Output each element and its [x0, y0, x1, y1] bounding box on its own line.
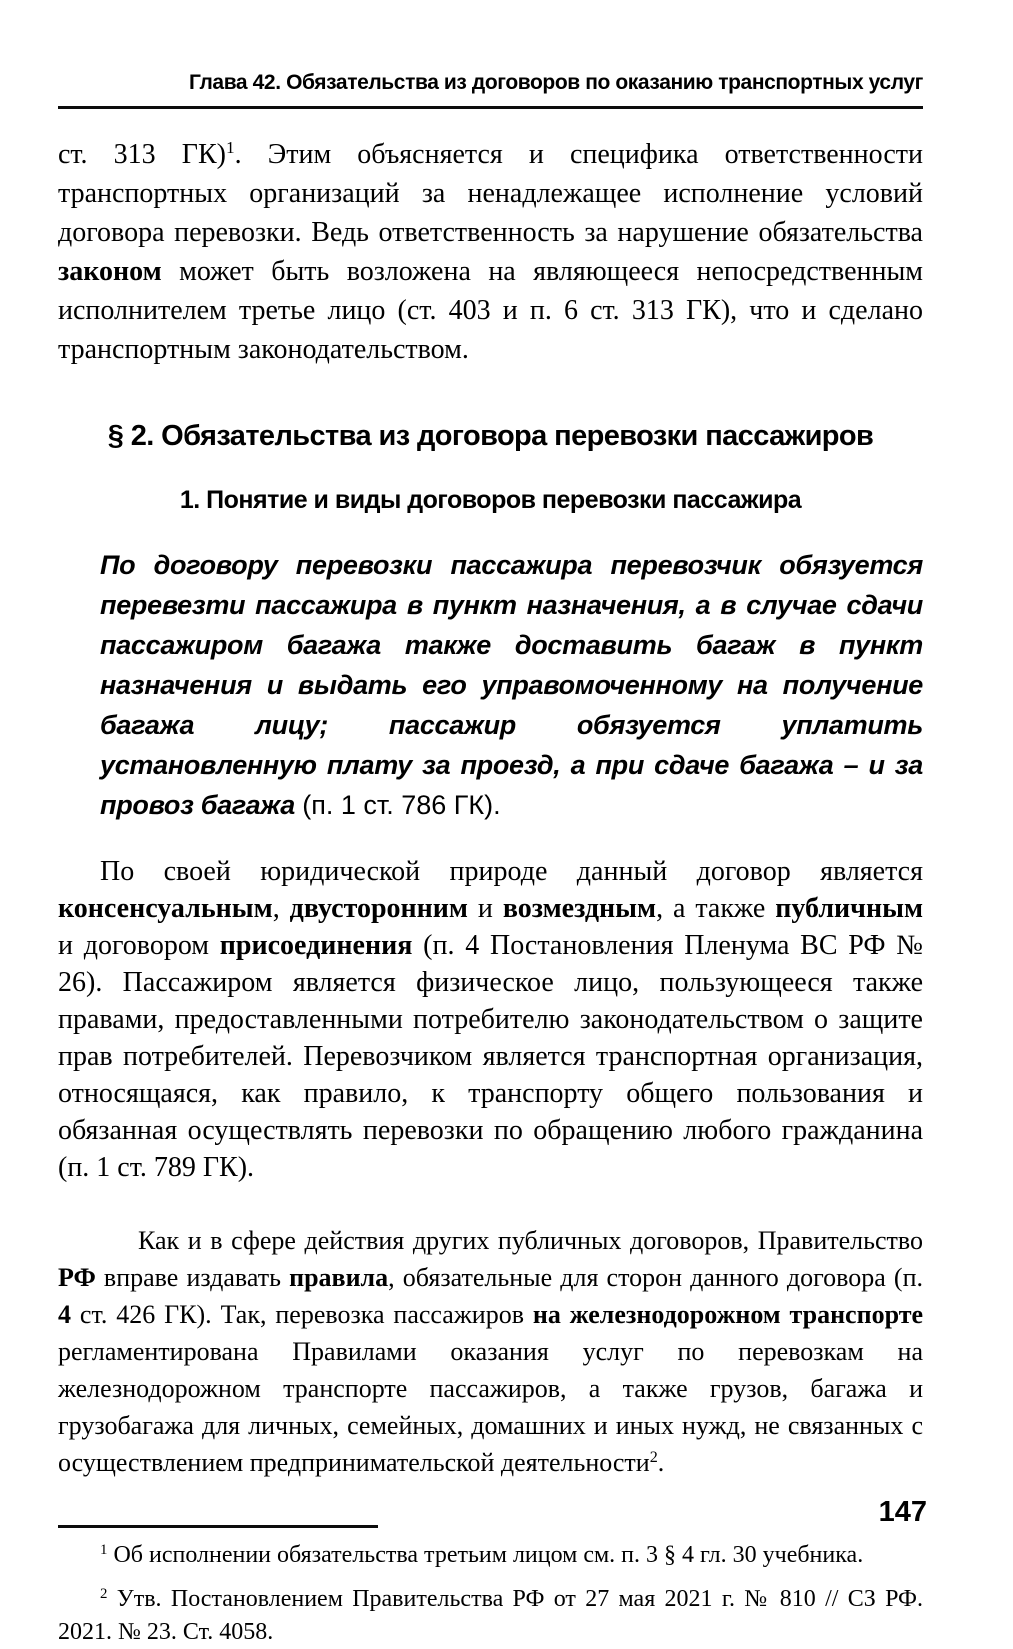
- text-run: 2: [649, 1449, 658, 1467]
- text-run: Утв. Постановлением Правительства РФ от 27 мая 2021 г. № 810 // СЗ РФ. 2021. № 23. Ст. 4058.: [58, 1586, 923, 1645]
- text-run: законом: [58, 256, 162, 287]
- text-run: .: [657, 1448, 665, 1477]
- text-run: ,: [272, 893, 290, 924]
- text-run: (п. 4 Постановления Пленума ВС РФ № 26). Пассажиром является физическое лицо, пользующееся также правами, предоставленными потребителю законодательством о защите прав потребителей. Перевозчиком является транспортная организация, относящаяся, как правило, к транспорту общего пользования и обязанная осуществлять перевозки по обращению любого гражданина (п. 1 ст. 789 ГК).: [58, 930, 924, 1183]
- text-run: 1: [225, 138, 235, 158]
- body-paragraph-continuation: [58, 135, 923, 369]
- footnote-1: [58, 1539, 923, 1572]
- text-run: на железнодорожном транспорте: [532, 1300, 924, 1329]
- text-run: 1: [100, 1541, 108, 1558]
- text-run: (п. 1 ст. 786 ГК).: [302, 790, 501, 820]
- section-heading: § 2. Обязательства из договора перевозки пассажиров: [107, 420, 874, 452]
- running-head: Глава 42. Обязательства из договоров по оказанию транспортных услуг: [189, 71, 923, 94]
- text-run: ст. 313 ГК): [58, 139, 226, 170]
- text-run: . Этим объясняется и специфика ответственности транспортных организаций за ненадлежащее исполнение условий договора перевозки. Ведь ответственность за нарушение обязательства: [58, 139, 923, 248]
- small-print-paragraph: [58, 1222, 923, 1481]
- text-run: правила: [289, 1263, 389, 1292]
- text-run: возмездным: [502, 893, 657, 924]
- text-run: 2: [100, 1585, 108, 1602]
- footnote-2: [58, 1583, 923, 1649]
- text-run: публичным: [775, 893, 924, 924]
- subsection-heading: 1. Понятие и виды договоров перевозки пассажира: [179, 486, 802, 514]
- text-run: По договору перевозки пассажира перевозчик обязуется перевезти пассажира в пункт назначения, а в случае сдачи пассажиром багажа также доставить багаж в пункт назначения и выдать его управомоченному на получение багажа лицу; пассажир обязуется уплатить установленную плату за проезд, а при сдаче багажа – и за провоз багажа: [100, 550, 923, 820]
- text-run: , а также: [656, 893, 776, 924]
- text-run: 4: [58, 1300, 71, 1329]
- text-run: Об исполнении обязательства третьим лицом см. п. 3 § 4 гл. 30 учебника.: [107, 1542, 864, 1568]
- body-paragraph: [58, 853, 923, 1186]
- text-run: Как и в сфере действия других публичных договоров, Правительство: [138, 1226, 923, 1255]
- text-run: По своей юридической природе данный договор является: [100, 856, 923, 887]
- text-run: консенсуальным: [58, 893, 273, 924]
- text-run: , обязательные для сторон данного договора (п.: [388, 1263, 923, 1292]
- footnote-separator: [58, 1525, 378, 1528]
- page-number: 147: [878, 1496, 927, 1528]
- text-run: и договором: [58, 930, 220, 961]
- text-run: ст. 426 ГК). Так, перевозка пассажиров: [71, 1300, 533, 1329]
- text-run: РФ: [58, 1263, 96, 1292]
- text-run: и: [468, 893, 503, 924]
- definition-paragraph: [100, 545, 923, 825]
- text-run: может быть возложена на являющееся непосредственным исполнителем третье лицо (ст. 403 и п. 6 ст. 313 ГК), что и сделано транспортным законодательством.: [58, 256, 923, 365]
- header-rule: [58, 106, 923, 109]
- text-run: регламентирована Правилами оказания услуг по перевозкам на железнодорожном транспорте пассажиров, а также грузов, багажа и грузобагажа для личных, семейных, домашних и иных нужд, не связанных с осуществлением предпринимательской деятельности: [58, 1337, 923, 1477]
- text-run: вправе издавать: [95, 1263, 290, 1292]
- text-run: присоединения: [219, 930, 413, 961]
- text-run: двусторонним: [289, 893, 468, 924]
